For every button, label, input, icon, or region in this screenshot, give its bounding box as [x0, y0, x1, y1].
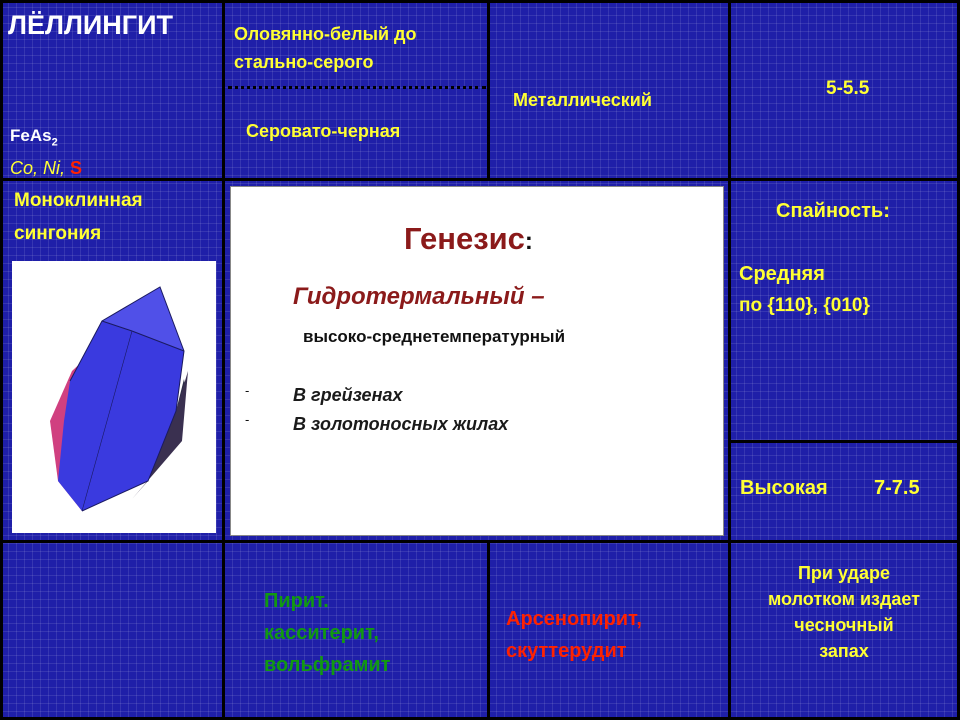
cleavage-line1: Средняя	[739, 263, 825, 285]
genesis-item-2: В золотоносных жилах	[293, 414, 509, 434]
grid-line	[728, 0, 731, 720]
grid-line	[487, 0, 490, 180]
genesis-bullet-2: -	[245, 412, 250, 427]
density-value: 7-7.5	[874, 477, 920, 499]
grid-line	[487, 540, 490, 720]
dotted-divider	[228, 86, 486, 89]
density-label: Высокая	[740, 477, 828, 499]
grid-line	[0, 540, 960, 543]
grid-line	[0, 0, 960, 3]
crystal-image	[12, 261, 216, 533]
impurities	[10, 158, 82, 179]
genesis-subtype: высоко-среднетемпературный	[303, 327, 566, 346]
syngony-line1: Моноклинная	[14, 190, 143, 211]
genesis-heading-text: Генезис	[404, 221, 525, 256]
syngony-line2: сингония	[14, 223, 102, 244]
smell-line1: При ударе	[797, 563, 890, 583]
color-line1: Оловянно-белый до	[234, 24, 417, 44]
associates-line2: касситерит,	[264, 622, 379, 644]
formula-base: FeAs	[10, 126, 52, 145]
genesis-panel	[230, 186, 724, 536]
formula-subscript: 2	[51, 136, 58, 149]
grid-line	[730, 440, 960, 443]
mineral-title: ЛЁЛЛИНГИТ	[8, 10, 174, 40]
genesis-bullet-1: -	[245, 383, 250, 398]
smell-block	[732, 560, 956, 664]
grid-line	[0, 178, 960, 181]
grid-line	[222, 0, 225, 720]
color-line2: стально-серого	[234, 52, 374, 72]
smell-line2: молотком издает	[767, 589, 921, 609]
crystal-icon	[12, 261, 216, 533]
hardness: 5-5.5	[826, 78, 870, 99]
grid-line	[0, 0, 3, 720]
streak: Серовато-черная	[246, 121, 401, 141]
similar-line1: Арсенопирит,	[506, 608, 642, 630]
genesis-heading-colon: :	[524, 228, 533, 255]
impurities-text: Co, Ni,	[10, 158, 66, 178]
formula	[10, 126, 58, 148]
similar-line2: скуттерудит	[506, 640, 627, 662]
associates-line1: Пирит.	[264, 590, 329, 612]
impurities-highlight: S	[70, 158, 83, 178]
luster: Металлический	[513, 90, 652, 110]
genesis-heading	[404, 221, 533, 257]
associates-line3: вольфрамит	[264, 654, 391, 676]
genesis-type: Гидротермальный –	[293, 283, 545, 310]
smell-line3: чесночный	[794, 615, 894, 635]
cleavage-label: Спайность:	[776, 200, 890, 222]
genesis-item-1: В грейзенах	[293, 385, 403, 405]
smell-line4: запах	[819, 641, 869, 661]
cleavage-line2: по {110}, {010}	[739, 295, 870, 316]
